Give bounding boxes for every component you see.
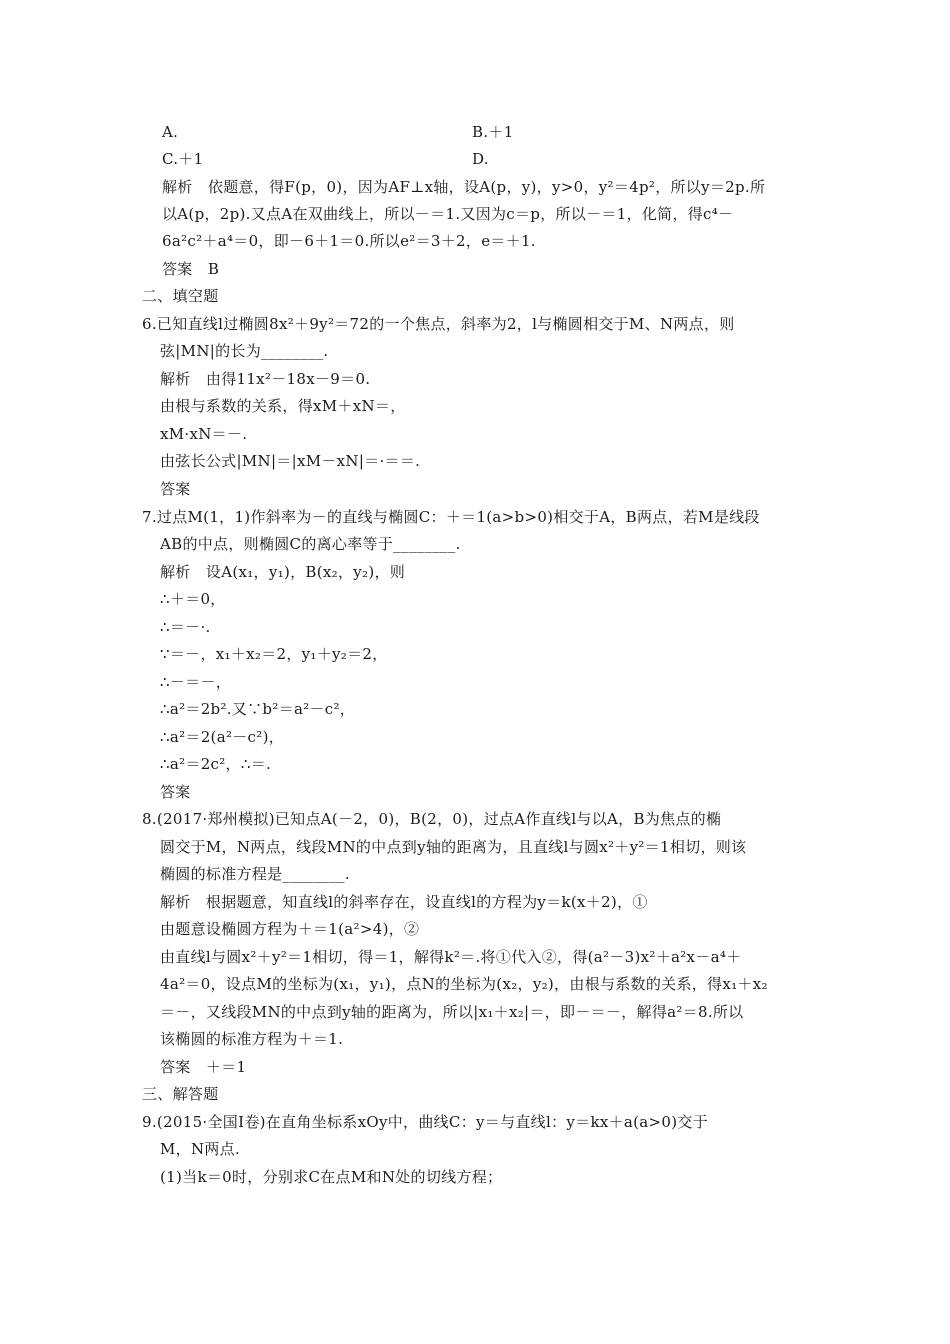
solution-line: 该椭圆的标准方程为＋＝1. (160, 1030, 344, 1048)
solution-line: 由弦长公式|MN|＝|xM－xN|＝·＝＝. (160, 452, 421, 470)
solution-line: 以A(p，2p).又点A在双曲线上，所以－＝1.又因为c＝p，所以－＝1，化简，得c⁴－ (162, 205, 734, 223)
section-heading: 三、解答题 (142, 1085, 219, 1103)
question-6: 6.已知直线l过椭圆8x²＋9y²＝72的一个焦点，斜率为2，l与椭圆相交于M、N两点，则 (142, 315, 735, 333)
section-heading: 二、填空题 (142, 287, 219, 305)
question-8-cont: 圆交于M，N两点，线段MN的中点到y轴的距离为，且直线l与圆x²＋y²＝1相切，则该 (160, 838, 747, 856)
question-9-cont: M，N两点. (160, 1140, 241, 1158)
solution-line: ∵＝－，x₁＋x₂＝2，y₁＋y₂＝2， (160, 645, 388, 663)
answer-line: 答案 ＋＝1 (160, 1058, 247, 1076)
answer-line: 答案 B (162, 260, 220, 278)
solution-line: ∴a²＝2b².又∵b²＝a²－c²， (160, 700, 356, 718)
solution-line: 6a²c²＋a⁴＝0，即－6＋1＝0.所以e²＝3＋2，e＝＋1. (162, 232, 536, 250)
option-d: D. (472, 150, 489, 168)
solution-line: 4a²＝0，设点M的坐标为(x₁，y₁)，点N的坐标为(x₂，y₂)，由根与系数的关系，得x₁＋x₂ (160, 975, 768, 993)
solution-line: ∴＝－·. (160, 618, 211, 636)
answer-line: 答案 (160, 783, 191, 801)
option-c: C.＋1 (162, 150, 204, 168)
solution-line: ∴a²＝2c²，∴＝. (160, 755, 272, 773)
solution-line: 解析 设A(x₁，y₁)，B(x₂，y₂)，则 (160, 563, 406, 581)
solution-line: 解析 根据题意，知直线l的斜率存在，设直线l的方程为y＝k(x＋2)，① (160, 893, 648, 911)
solution-line: xM·xN＝－. (160, 425, 248, 443)
question-6-cont: 弦|MN|的长为________. (160, 342, 329, 360)
solution-line: ＝－，又线段MN的中点到y轴的距离为，所以|x₁＋x₂|＝，即－＝－，解得a²＝8.所以 (160, 1003, 744, 1021)
solution-line: 解析 依题意，得F(p，0)，因为AF⊥x轴，设A(p，y)，y>0，y²＝4p²，所以y＝2p.所 (162, 178, 766, 196)
solution-line: 由直线l与圆x²＋y²＝1相切，得＝1，解得k²＝.将①代入②，得(a²－3)x²＋a²x－a⁴＋ (160, 948, 742, 966)
answer-line: 答案 (160, 480, 191, 498)
question-8-cont: 椭圆的标准方程是________. (160, 865, 350, 883)
solution-line: 解析 由得11x²－18x－9＝0. (160, 370, 371, 388)
solution-line: 由根与系数的关系，得xM＋xN＝， (160, 397, 406, 415)
question-7: 7.过点M(1，1)作斜率为－的直线与椭圆C：＋＝1(a>b>0)相交于A，B两点，若M是线段 (142, 508, 760, 526)
solution-line: ∴＋＝0， (160, 590, 226, 608)
question-9: 9.(2015·全国Ⅰ卷)在直角坐标系xOy中，曲线C：y＝与直线l：y＝kx＋a(a>0)交于 (142, 1113, 708, 1131)
option-a: A. (162, 123, 179, 141)
option-b: B.＋1 (472, 123, 514, 141)
question-9-part-1: (1)当k＝0时，分别求C在点M和N处的切线方程； (160, 1168, 503, 1186)
question-8: 8.(2017·郑州模拟)已知点A(－2，0)，B(2，0)，过点A作直线l与以A，B为焦点的椭 (142, 810, 722, 828)
solution-line: 由题意设椭圆方程为＋＝1(a²>4)，② (160, 920, 420, 938)
solution-line: ∴－＝－， (160, 673, 232, 691)
solution-line: ∴a²＝2(a²－c²)， (160, 728, 285, 746)
question-7-cont: AB的中点，则椭圆C的离心率等于________. (160, 535, 461, 553)
